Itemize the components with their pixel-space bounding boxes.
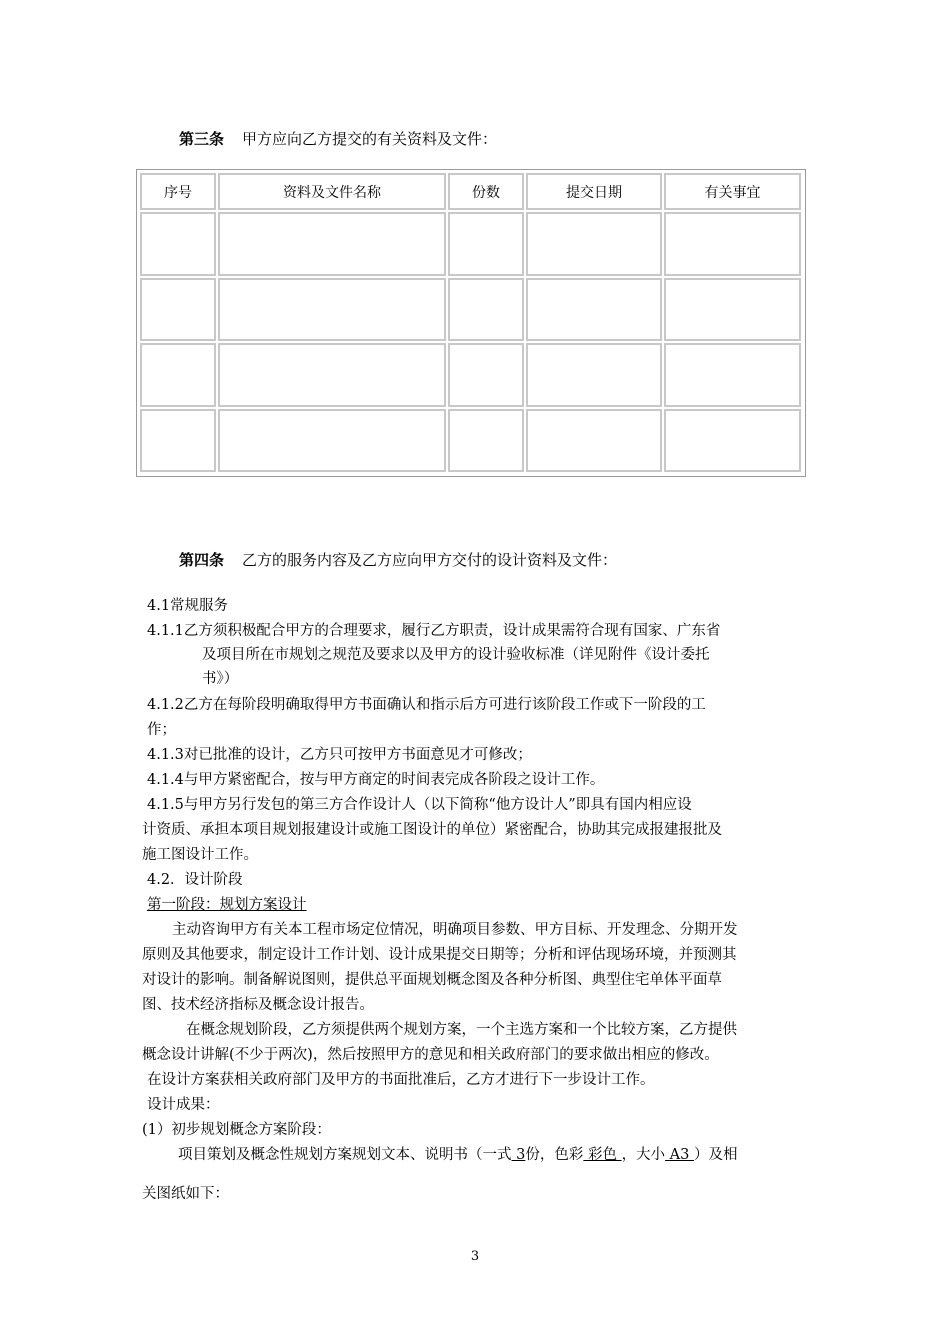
- paragraph-2-line2: 概念设计讲解(不少于两次)，然后按照甲方的意见和相关政府部门的要求做出相应的修改。: [142, 1047, 719, 1063]
- deliverables-text-a: 项目策划及概念性规划方案规划文本、说明书（一式: [178, 1147, 512, 1163]
- article-4-title: 乙方的服务内容及乙方应向甲方交付的设计资料及文件：: [242, 551, 618, 569]
- table-cell: [218, 212, 446, 276]
- stage-1-title: 第一阶段：规划方案设计: [147, 897, 307, 913]
- table-cell: [140, 278, 216, 341]
- table-cell: [140, 212, 216, 276]
- table-cell: [218, 409, 446, 472]
- table-cell: [218, 343, 446, 407]
- table-cell: [526, 409, 662, 472]
- article-3-label: 第三条: [179, 130, 225, 148]
- design-results-label: 设计成果：: [147, 1097, 220, 1113]
- table-header-name: 资料及文件名称: [218, 173, 446, 210]
- section-4-1-3: 4.1.3对已批准的设计，乙方只可按甲方书面意见才可修改；: [147, 747, 532, 763]
- deliverables-copies: 3: [511, 1147, 526, 1163]
- table-cell: [664, 212, 801, 276]
- table-cell: [140, 409, 216, 472]
- table-cell: [448, 212, 524, 276]
- section-4-1-4: 4.1.4与甲方紧密配合，按与甲方商定的时间表完成各阶段之设计工作。: [147, 772, 605, 788]
- table-cell: [218, 278, 446, 341]
- section-4-2: 4.2．设计阶段: [147, 872, 243, 888]
- deliverables-line1: [178, 1143, 737, 1168]
- section-4-1-1-line3: 书》）: [202, 671, 239, 687]
- article-4-heading: [179, 549, 617, 570]
- table-cell: [140, 343, 216, 407]
- deliverables-color: 彩色: [583, 1147, 622, 1163]
- section-4-1-5-line1: 4.1.5与甲方另行发包的第三方合作设计人（以下简称“他方设计人”即具有国内相应设: [147, 797, 692, 813]
- paragraph-1-line2: 原则及其他要求，制定设计工作计划、设计成果提交日期等；分析和评估现场环境，并预测其: [142, 947, 737, 963]
- article-3-heading: [179, 128, 497, 149]
- table-header-date: 提交日期: [526, 173, 662, 210]
- article-4-label: 第四条: [179, 551, 225, 569]
- section-4-1-2-line1: 4.1.2乙方在每阶段明确取得甲方书面确认和指示后方可进行该阶段工作或下一阶段的工: [147, 697, 706, 713]
- deliverables-text-b: 份，色彩: [525, 1147, 584, 1163]
- table-cell: [448, 409, 524, 472]
- deliverables-line2: 关图纸如下：: [142, 1186, 229, 1202]
- deliverables-text-d: ）及相: [693, 1147, 738, 1163]
- article-3-title: 甲方应向乙方提交的有关资料及文件：: [242, 130, 498, 148]
- table-cell: [664, 278, 801, 341]
- paragraph-1-line4: 图、技术经济指标及概念设计报告。: [142, 997, 374, 1013]
- section-4-1: 4.1常规服务: [147, 598, 229, 614]
- documents-table: [136, 169, 806, 477]
- table-cell: [664, 409, 801, 472]
- paragraph-1-line3: 对设计的影响。制备解说图则，提供总平面规划概念图及各种分析图、典型住宅单体平面草: [142, 972, 722, 988]
- phase-1-title: (1）初步规划概念方案阶段：: [142, 1122, 331, 1138]
- table-header-index: 序号: [140, 173, 216, 210]
- section-4-1-1-line1: 4.1.1乙方须积极配合甲方的合理要求，履行乙方职责，设计成果需符合现有国家、广东省: [147, 623, 721, 639]
- deliverables-size: A3: [665, 1147, 694, 1163]
- page-number: 3: [470, 1249, 480, 1264]
- paragraph-2-line3: 在设计方案获相关政府部门及甲方的书面批准后，乙方才进行下一步设计工作。: [147, 1072, 655, 1088]
- table-cell: [526, 212, 662, 276]
- table-cell: [526, 278, 662, 341]
- paragraph-2-line1: 在概念规划阶段，乙方须提供两个规划方案，一个主选方案和一个比较方案，乙方提供: [186, 1022, 737, 1038]
- table-cell: [448, 343, 524, 407]
- table-header-copies: 份数: [448, 173, 524, 210]
- section-4-1-1-line2: 及项目所在市规划之规范及要求以及甲方的设计验收标准（详见附件《设计委托: [202, 647, 710, 663]
- section-4-1-5-line2: 计资质、承担本项目规划报建设计或施工图设计的单位）紧密配合，协助其完成报建报批及: [142, 822, 722, 838]
- section-4-1-2-line2: 作；: [147, 722, 176, 738]
- table-cell: [664, 343, 801, 407]
- deliverables-text-c: ，大小: [621, 1147, 666, 1163]
- section-4-1-5-line3: 施工图设计工作。: [142, 847, 258, 863]
- table-header-notes: 有关事宜: [664, 173, 801, 210]
- table-cell: [448, 278, 524, 341]
- table-cell: [526, 343, 662, 407]
- paragraph-1-line1: 主动咨询甲方有关本工程市场定位情况，明确项目参数、甲方目标、开发理念、分期开发: [172, 922, 738, 938]
